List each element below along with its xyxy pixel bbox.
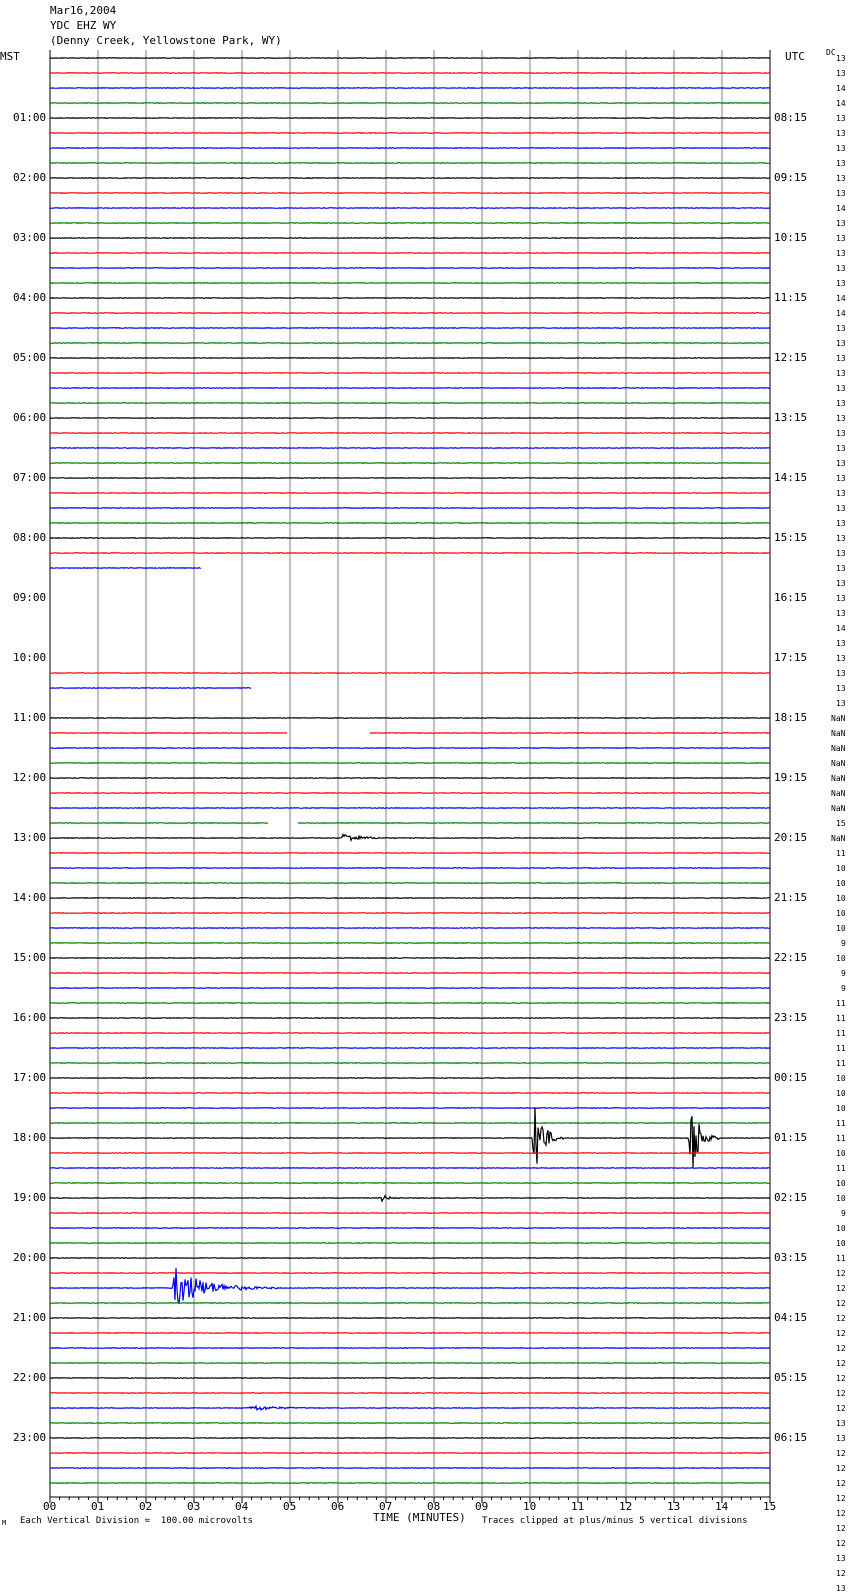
trace-line (50, 88, 770, 89)
dc-value-label: 13 (836, 129, 846, 138)
trace-line (50, 1063, 770, 1064)
x-tick-label: 05 (283, 1500, 297, 1513)
right-hour-label: 10:15 (774, 231, 808, 244)
dc-value-label: NaN (831, 789, 846, 798)
trace-line (50, 103, 770, 104)
trace-line (50, 328, 770, 329)
dc-value-label: 13 (836, 414, 846, 423)
trace-line (50, 718, 770, 719)
dc-value-label: 13 (836, 444, 846, 453)
x-tick-label: 04 (235, 1500, 249, 1513)
trace-line (50, 913, 770, 914)
right-hour-label: 00:15 (774, 1071, 808, 1084)
dc-value-label: 12 (836, 1569, 846, 1578)
trace-line (50, 883, 770, 884)
trace-line (50, 538, 770, 539)
dc-value-label: 13 (836, 684, 846, 693)
dc-value-label: 13 (836, 579, 846, 588)
x-tick-label: 13 (667, 1500, 681, 1513)
dc-value-label: 10 (836, 1149, 846, 1158)
dc-value-label: 13 (836, 159, 846, 168)
left-hour-label: 07:00 (13, 471, 47, 484)
trace-line (50, 778, 770, 779)
dc-value-label: 12 (836, 1329, 846, 1338)
left-hour-label: 08:00 (13, 531, 47, 544)
dc-value-label: 13 (836, 384, 846, 393)
trace-line (50, 1318, 770, 1319)
trace-line (50, 1273, 770, 1274)
dc-value-label: 13 (836, 219, 846, 228)
dc-value-label: 11 (836, 1044, 846, 1053)
dc-value-label: 12 (836, 1314, 846, 1323)
dc-value-label: 10 (836, 1089, 846, 1098)
dc-value-label: 11 (836, 1119, 846, 1128)
dc-value-label: 11 (836, 1254, 846, 1263)
dc-value-label: 13 (836, 339, 846, 348)
dc-value-label: 12 (836, 1404, 846, 1413)
dc-value-label: 13 (836, 1554, 846, 1563)
trace-line (50, 1258, 770, 1259)
left-hour-label: 18:00 (13, 1131, 47, 1144)
dc-value-label: 13 (836, 699, 846, 708)
right-hour-label: 22:15 (774, 951, 808, 964)
trace-line (50, 1078, 770, 1079)
trace-line (50, 1243, 770, 1244)
trace-line (50, 823, 770, 824)
right-hour-label: 17:15 (774, 651, 808, 664)
left-hour-label: 03:00 (13, 231, 47, 244)
trace-line (50, 223, 770, 224)
trace-line (50, 793, 770, 794)
trace-line (50, 523, 770, 524)
trace-line (50, 448, 770, 449)
trace-line (50, 808, 770, 809)
trace-line (50, 853, 770, 854)
dc-value-label: 10 (836, 1194, 846, 1203)
left-timezone-label: MST (0, 50, 20, 63)
left-hour-label: 20:00 (13, 1251, 47, 1264)
dc-value-label: 13 (836, 369, 846, 378)
dc-value-label: 12 (836, 1539, 846, 1548)
dc-value-label: 10 (836, 864, 846, 873)
trace-line (50, 1153, 770, 1154)
station-label: YDC EHZ WY (50, 19, 117, 32)
dc-value-label: 13 (836, 564, 846, 573)
right-hour-label: 01:15 (774, 1131, 808, 1144)
trace-line (50, 1018, 770, 1019)
left-hour-label: 10:00 (13, 651, 47, 664)
dc-value-label: 13 (836, 1584, 846, 1593)
dc-value-label: 13 (836, 594, 846, 603)
dc-value-label: NaN (831, 714, 846, 723)
dc-value-label: 13 (836, 609, 846, 618)
trace-line (50, 58, 770, 59)
trace-line (50, 493, 770, 494)
dc-value-label: 11 (836, 849, 846, 858)
left-hour-label: 19:00 (13, 1191, 47, 1204)
dc-value-label: 12 (836, 1284, 846, 1293)
trace-line (50, 553, 770, 554)
dc-value-label: 11 (836, 1164, 846, 1173)
dc-value-label: 14 (836, 294, 846, 303)
right-hour-label: 18:15 (774, 711, 808, 724)
x-axis-title: TIME (MINUTES) (373, 1511, 466, 1524)
dc-value-label: 13 (836, 249, 846, 258)
dc-value-label: 10 (836, 879, 846, 888)
dc-value-label: 14 (836, 624, 846, 633)
date-label: Mar16,2004 (50, 4, 117, 17)
dc-value-label: 13 (836, 639, 846, 648)
trace-line (50, 973, 770, 974)
trace-line (50, 898, 770, 899)
dc-value-label: 15 (836, 819, 846, 828)
trace-line (50, 163, 770, 164)
left-hour-label: 13:00 (13, 831, 47, 844)
trace-line (50, 835, 770, 841)
trace-line (50, 253, 770, 254)
x-tick-label: 10 (523, 1500, 537, 1513)
dc-value-label: 10 (836, 954, 846, 963)
location-label: (Denny Creek, Yellowstone Park, WY) (50, 34, 282, 47)
dc-value-label: 14 (836, 84, 846, 93)
dc-value-label: 13 (836, 549, 846, 558)
trace-line (50, 1108, 770, 1109)
dc-value-label: 14 (836, 99, 846, 108)
clip-note: Traces clipped at plus/minus 5 vertical divisions (482, 1516, 748, 1526)
trace-line (50, 1483, 770, 1484)
x-tick-label: 14 (715, 1500, 729, 1513)
dc-value-label: 10 (836, 1239, 846, 1248)
trace-line (50, 1033, 770, 1034)
dc-value-label: 9 (841, 984, 846, 993)
trace-line (50, 1183, 770, 1184)
dc-value-label: 13 (836, 504, 846, 513)
trace-line (50, 1048, 770, 1049)
dc-value-label: NaN (831, 729, 846, 738)
trace-line (50, 313, 770, 314)
dc-value-label: 13 (836, 669, 846, 678)
left-hour-label: 12:00 (13, 771, 47, 784)
trace-line (50, 568, 201, 569)
trace-line (50, 1468, 770, 1469)
dc-value-label: NaN (831, 774, 846, 783)
dc-value-label: 12 (836, 1524, 846, 1533)
dc-value-label: 13 (836, 279, 846, 288)
dc-value-label: 12 (836, 1494, 846, 1503)
trace-line (50, 1406, 770, 1410)
trace-line (50, 268, 770, 269)
trace-line (50, 943, 770, 944)
dc-value-label: 12 (836, 1359, 846, 1368)
dc-value-label: 13 (836, 354, 846, 363)
dc-value-label: 13 (836, 489, 846, 498)
trace-line (50, 358, 770, 359)
dc-value-label: 12 (836, 1464, 846, 1473)
x-tick-label: 15 (763, 1500, 777, 1513)
trace-line (50, 478, 770, 479)
x-tick-label: 02 (139, 1500, 153, 1513)
right-hour-label: 23:15 (774, 1011, 808, 1024)
dc-value-label: 13 (836, 144, 846, 153)
trace-line (50, 298, 770, 299)
dc-value-label: 13 (836, 69, 846, 78)
trace-line (50, 1107, 770, 1167)
trace-line (50, 388, 770, 389)
trace-line (50, 1213, 770, 1214)
right-hour-label: 16:15 (774, 591, 808, 604)
dc-value-label: 14 (836, 204, 846, 213)
dc-header-label: DC (826, 48, 836, 57)
trace-line (50, 1093, 770, 1094)
x-tick-label: 11 (571, 1500, 585, 1513)
dc-value-label: 13 (836, 174, 846, 183)
dc-value-label: 14 (836, 309, 846, 318)
trace-line (50, 208, 770, 209)
left-hour-label: 02:00 (13, 171, 47, 184)
trace-line (50, 1168, 770, 1169)
left-hour-label: 15:00 (13, 951, 47, 964)
dc-value-label: NaN (831, 759, 846, 768)
trace-line (50, 1003, 770, 1004)
left-hour-label: 16:00 (13, 1011, 47, 1024)
dc-value-label: 10 (836, 1224, 846, 1233)
dc-value-label: 12 (836, 1389, 846, 1398)
left-hour-label: 21:00 (13, 1311, 47, 1324)
trace-line (50, 118, 770, 119)
dc-value-label: 9 (841, 1209, 846, 1218)
trace-line (50, 343, 770, 344)
dc-value-label: 13 (836, 534, 846, 543)
trace-line (50, 73, 770, 74)
right-hour-label: 20:15 (774, 831, 808, 844)
trace-line (50, 1196, 770, 1201)
dc-value-label: NaN (831, 804, 846, 813)
right-hour-label: 09:15 (774, 171, 808, 184)
right-hour-label: 03:15 (774, 1251, 808, 1264)
trace-line (50, 1393, 770, 1394)
dc-value-label: 12 (836, 1449, 846, 1458)
trace-line (50, 1363, 770, 1364)
dc-value-label: 10 (836, 894, 846, 903)
dc-value-label: 10 (836, 1179, 846, 1188)
dc-value-label: 12 (836, 1344, 846, 1353)
x-tick-label: 08 (427, 1500, 441, 1513)
trace-line (50, 763, 770, 764)
trace-line (50, 373, 770, 374)
left-hour-label: 09:00 (13, 591, 47, 604)
right-hour-label: 14:15 (774, 471, 808, 484)
dc-value-label: 13 (836, 54, 846, 63)
dc-value-label: 11 (836, 1059, 846, 1068)
footer-mark: M (2, 1519, 7, 1527)
trace-line (50, 463, 770, 464)
left-hour-label: 17:00 (13, 1071, 47, 1084)
right-hour-label: 11:15 (774, 291, 808, 304)
left-hour-label: 11:00 (13, 711, 47, 724)
left-hour-label: 04:00 (13, 291, 47, 304)
trace-line (50, 1378, 770, 1379)
dc-value-label: 13 (836, 1419, 846, 1428)
trace-line (50, 1423, 770, 1424)
dc-value-label: 11 (836, 1029, 846, 1038)
dc-value-label: 13 (836, 1434, 846, 1443)
dc-value-label: 12 (836, 1374, 846, 1383)
dc-value-label: 13 (836, 474, 846, 483)
trace-line (50, 673, 770, 674)
right-hour-label: 13:15 (774, 411, 808, 424)
dc-value-label: 13 (836, 654, 846, 663)
trace-line (50, 748, 770, 749)
dc-value-label: 12 (836, 1299, 846, 1308)
dc-value-label: 13 (836, 324, 846, 333)
left-hour-label: 22:00 (13, 1371, 47, 1384)
trace-line (50, 193, 770, 194)
trace-line (50, 988, 770, 989)
trace-line (50, 1438, 770, 1439)
trace-line (50, 868, 770, 869)
dc-value-label: 12 (836, 1479, 846, 1488)
right-hour-label: 15:15 (774, 531, 808, 544)
trace-line (50, 418, 770, 419)
trace-line (50, 928, 770, 929)
x-tick-label: 12 (619, 1500, 633, 1513)
dc-value-label: 11 (836, 1134, 846, 1143)
dc-value-label: 12 (836, 1269, 846, 1278)
trace-line (50, 178, 770, 179)
dc-value-label: 12 (836, 1509, 846, 1518)
left-hour-label: 23:00 (13, 1431, 47, 1444)
dc-value-label: 13 (836, 264, 846, 273)
left-hour-label: 01:00 (13, 111, 47, 124)
x-tick-label: 03 (187, 1500, 201, 1513)
dc-value-label: NaN (831, 744, 846, 753)
dc-value-label: 10 (836, 1104, 846, 1113)
x-tick-label: 07 (379, 1500, 393, 1513)
right-hour-label: 08:15 (774, 111, 808, 124)
dc-value-label: 13 (836, 114, 846, 123)
trace-line (50, 433, 770, 434)
dc-value-label: 11 (836, 1014, 846, 1023)
trace-line (50, 688, 251, 689)
right-hour-label: 02:15 (774, 1191, 808, 1204)
dc-value-label: 10 (836, 1074, 846, 1083)
dc-value-label: 13 (836, 429, 846, 438)
trace-line (50, 238, 770, 239)
right-hour-label: 04:15 (774, 1311, 808, 1324)
left-hour-label: 14:00 (13, 891, 47, 904)
dc-value-label: 9 (841, 969, 846, 978)
trace-line (50, 508, 770, 509)
trace-line (50, 1228, 770, 1229)
x-tick-label: 09 (475, 1500, 489, 1513)
dc-value-label: 13 (836, 234, 846, 243)
dc-value-label: 10 (836, 909, 846, 918)
trace-line (50, 958, 770, 959)
right-hour-label: 12:15 (774, 351, 808, 364)
dc-value-label: 9 (841, 939, 846, 948)
right-hour-label: 19:15 (774, 771, 808, 784)
dc-value-label: 13 (836, 519, 846, 528)
trace-line (50, 283, 770, 284)
trace-line (50, 1123, 770, 1124)
right-hour-label: 21:15 (774, 891, 808, 904)
dc-value-label: 11 (836, 999, 846, 1008)
scale-note: Each Vertical Division = 100.00 microvolts (20, 1516, 253, 1526)
left-hour-label: 06:00 (13, 411, 47, 424)
left-hour-label: 05:00 (13, 351, 47, 364)
dc-value-label: 13 (836, 399, 846, 408)
trace-line (50, 1453, 770, 1454)
x-tick-label: 00 (43, 1500, 57, 1513)
dc-value-label: NaN (831, 834, 846, 843)
trace-line (50, 1333, 770, 1334)
dc-value-label: 10 (836, 924, 846, 933)
dc-value-label: 13 (836, 459, 846, 468)
trace-line (50, 733, 770, 734)
dc-value-label: 13 (836, 189, 846, 198)
right-hour-label: 06:15 (774, 1431, 808, 1444)
trace-line (50, 133, 770, 134)
trace-line (50, 403, 770, 404)
right-hour-label: 05:15 (774, 1371, 808, 1384)
right-timezone-label: UTC (785, 50, 805, 63)
trace-line (50, 1303, 770, 1304)
trace-line (50, 1348, 770, 1349)
x-tick-label: 01 (91, 1500, 105, 1513)
x-tick-label: 06 (331, 1500, 345, 1513)
trace-line (50, 148, 770, 149)
